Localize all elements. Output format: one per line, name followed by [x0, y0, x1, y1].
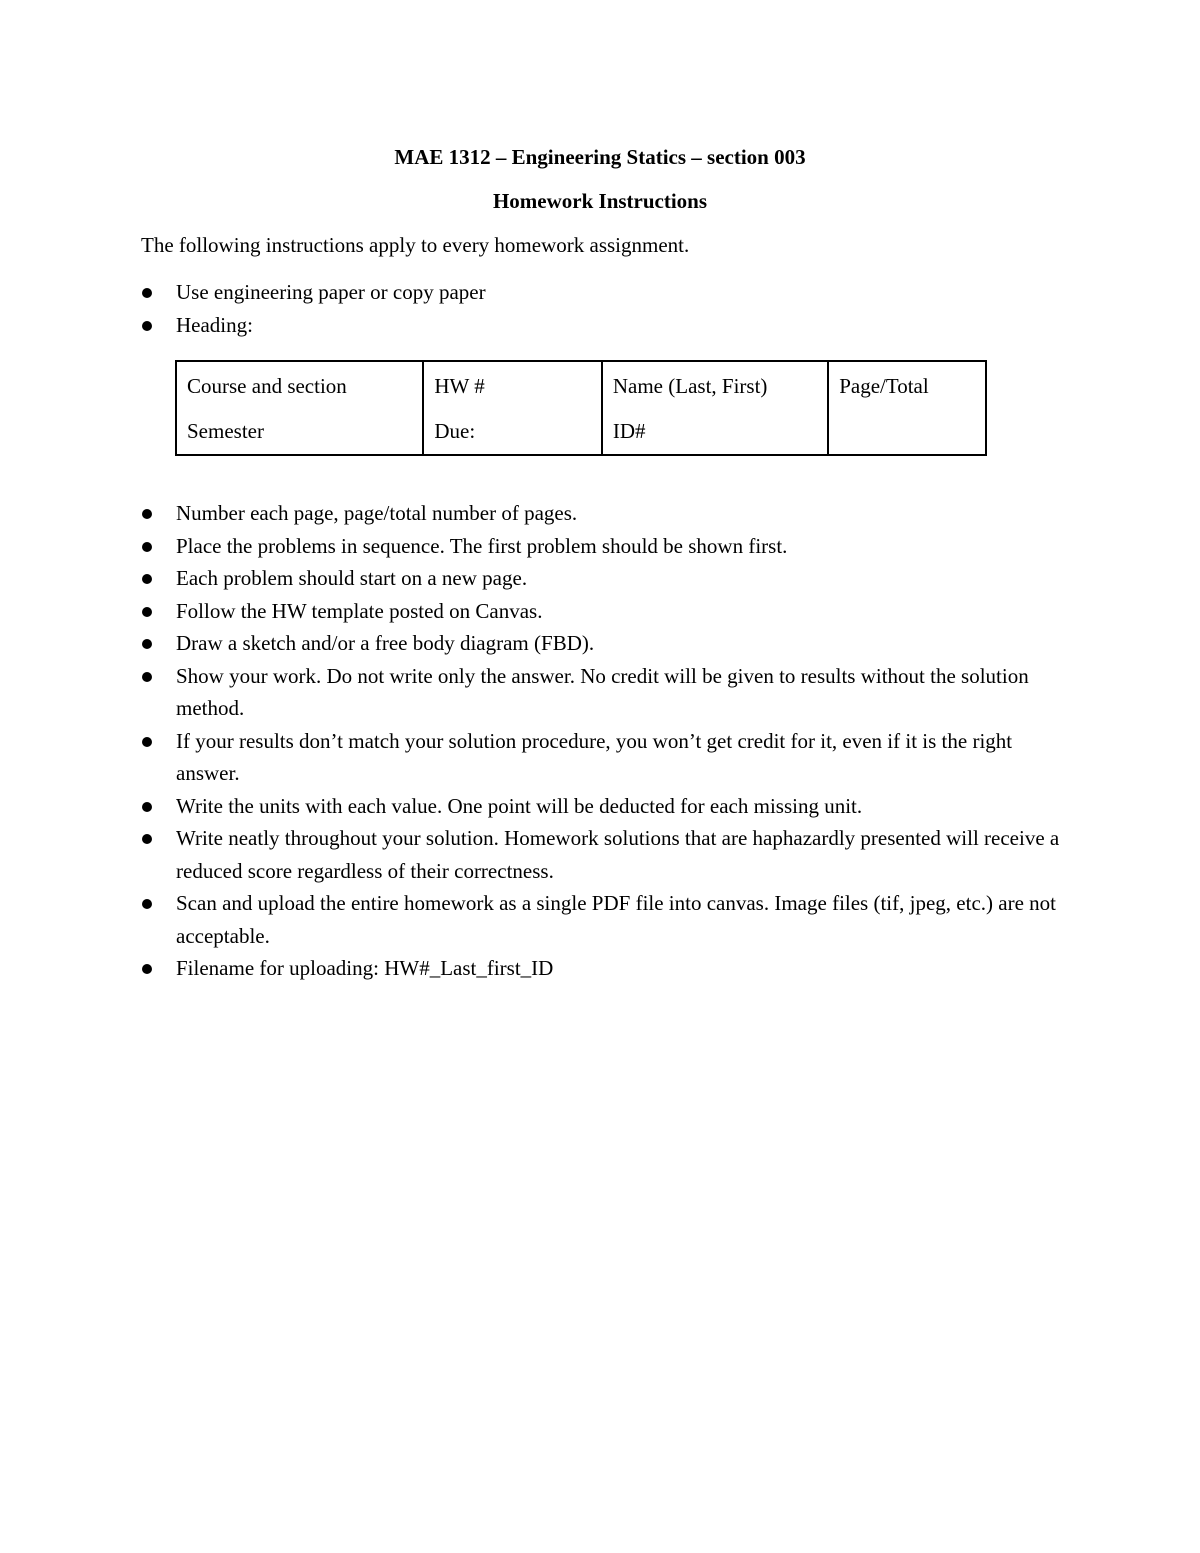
list-item-text: Use engineering paper or copy paper	[176, 280, 486, 304]
list-item	[0, 822, 1200, 887]
list-item	[0, 530, 1200, 563]
list-item-text: Place the problems in sequence. The first problem should be shown first.	[176, 533, 788, 558]
table-cell-hw	[423, 361, 602, 455]
list-item	[0, 309, 1200, 342]
bullet-list-top	[0, 276, 1200, 341]
cell-text: Name (Last, First)	[612, 374, 768, 398]
list-item-text: Heading:	[176, 312, 253, 337]
cell-text: Semester	[187, 419, 264, 443]
bullet-icon	[142, 964, 152, 974]
table-cell-page	[828, 361, 986, 455]
cell-text: HW #	[434, 374, 485, 398]
bullet-icon	[142, 802, 152, 812]
bullet-icon	[142, 574, 152, 584]
cell-text: Due:	[434, 419, 476, 443]
bullet-list-bottom	[0, 497, 1200, 985]
cell-text: ID#	[612, 419, 646, 443]
intro-text: The following instructions apply to every homework assignment.	[141, 233, 690, 257]
heading-table	[175, 360, 987, 456]
document-subtitle: Homework Instructions	[492, 189, 708, 213]
list-item-text: Number each page, page/total number of pages.	[176, 501, 578, 525]
bullet-icon	[142, 737, 152, 747]
document-title: MAE 1312 – Engineering Statics – section 003	[394, 145, 806, 169]
list-item	[0, 887, 1200, 952]
list-item	[0, 725, 1200, 790]
list-item-text: Write the units with each value. One point will be deducted for each missing unit.	[176, 793, 863, 818]
list-item	[0, 562, 1200, 595]
table-cell-name	[602, 361, 828, 455]
bullet-icon	[142, 542, 152, 552]
list-item-text: Show your work. Do not write only the answer. No credit will be given to results without the solution method.	[176, 663, 1029, 720]
list-item-text: Scan and upload the entire homework as a single PDF file into canvas. Image files (tif, jpeg, etc.) are not acceptable.	[176, 891, 1056, 948]
list-item-text: Filename for uploading: HW#_Last_first_ID	[176, 956, 554, 980]
list-item-text: Draw a sketch and/or a free body diagram (FBD).	[176, 631, 595, 655]
bullet-icon	[142, 899, 152, 909]
cell-text: Course and section	[187, 374, 347, 398]
bullet-icon	[142, 321, 152, 331]
bullet-icon	[142, 509, 152, 519]
list-item	[0, 952, 1200, 985]
list-item	[0, 595, 1200, 628]
list-item-text: Each problem should start on a new page.	[176, 566, 528, 590]
cell-text: Page/Total	[839, 374, 929, 398]
bullet-icon	[142, 607, 152, 617]
list-item	[0, 627, 1200, 660]
list-item	[0, 790, 1200, 823]
list-item	[0, 497, 1200, 530]
bullet-icon	[142, 288, 152, 298]
table-cell-course	[176, 361, 423, 455]
list-item	[0, 660, 1200, 725]
table-row	[176, 361, 986, 455]
cell-text	[839, 409, 975, 454]
bullet-icon	[142, 672, 152, 682]
bullet-icon	[142, 834, 152, 844]
list-item-text: Follow the HW template posted on Canvas.	[176, 598, 543, 623]
bullet-icon	[142, 639, 152, 649]
list-item	[0, 276, 1200, 309]
list-item-text: If your results don’t match your solution procedure, you won’t get credit for it, even if it is the right answer.	[176, 728, 1013, 785]
list-item-text: Write neatly throughout your solution. Homework solutions that are haphazardly presented will receive a reduced score regardless of their correctness.	[176, 826, 1060, 883]
